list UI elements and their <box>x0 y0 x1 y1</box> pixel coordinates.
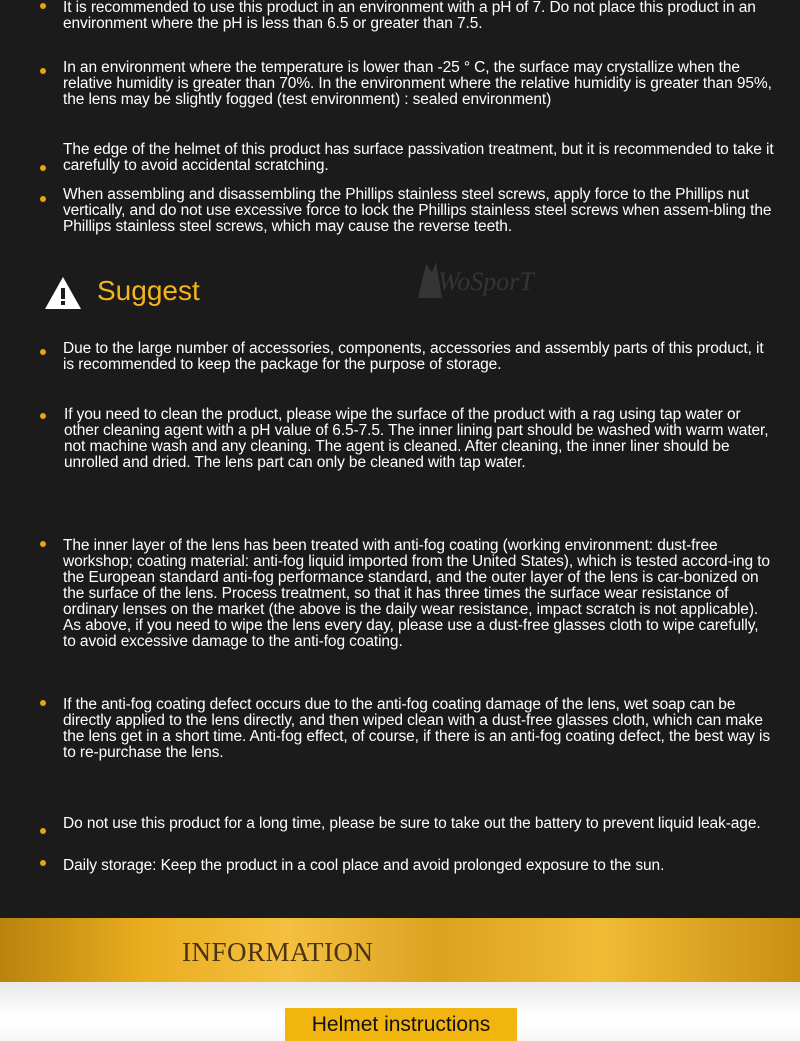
warning-triangle-icon <box>44 276 82 310</box>
suggest-item: The inner layer of the lens has been treated with anti-fog coating (working environment: dust-free workshop; coating material: anti-fog liquid imported from the United States), which is tested accord-ing to the European standard anti-fog performance standard, and the outer layer of the lens is car-bonized on the surface of the lens. Process treatment, so that it has three times the surface wear resistance of ordinary lenses on the market (the above is the daily wear resistance, impact scratch is not applicable). As above, if you need to wipe the lens every day, please use a dust-free glasses cloth to wipe carefully, to avoid excessive damage to the anti-fog coating. <box>63 537 770 650</box>
suggest-item: Daily storage: Keep the product in a cool place and avoid prolonged exposure to the sun. <box>63 857 665 874</box>
svg-text:WoSporT: WoSporT <box>438 267 534 296</box>
bullet-icon <box>40 700 46 706</box>
information-title: INFORMATION <box>182 937 374 967</box>
precaution-item: The edge of the helmet of this product has surface passivation treatment, but it is recommended to take it carefully to avoid accidental scratching. <box>63 141 774 174</box>
precaution-item: In an environment where the temperature is lower than -25 ° C, the surface may crystallize when the relative humidity is greater than 70%. In the environment where the relative humidity is greater than 95%, the lens may be slightly fogged (test environment) : sealed environment) <box>63 59 772 108</box>
bullet-icon <box>40 68 46 74</box>
precaution-item: When assembling and disassembling the Phillips stainless steel screws, apply force to the Phillips nut vertically, and do not use excessive force to lock the Phillips stainless steel screws when assem-bling the Phillips stainless steel screws, which may cause the reverse teeth. <box>63 186 772 235</box>
bullet-icon <box>40 165 46 171</box>
suggest-item: If the anti-fog coating defect occurs due to the anti-fog coating damage of the lens, wet soap can be directly applied to the lens directly, and then wiped clean with a dust-free glasses cloth, which can make the lens get in a short time. Anti-fog effect, of course, if there is an anti-fog coating defect, the best way is to re-purchase the lens. <box>63 696 770 761</box>
bullet-icon <box>40 3 46 9</box>
bullet-icon <box>40 828 46 834</box>
bullet-icon <box>40 349 46 355</box>
precaution-item: It is recommended to use this product in an environment with a pH of 7. Do not place this product in an environment where the pH is less than 6.5 or greater than 7.5. <box>63 0 756 32</box>
wosport-watermark-logo <box>412 258 592 302</box>
suggest-item: If you need to clean the product, please wipe the surface of the product with a rag using tap water or other cleaning agent with a pH value of 6.5-7.5. The inner lining part should be washed with warm water, not machine wash and any cleaning. The agent is cleaned. After cleaning, the inner liner should be unrolled and dried. The lens part can only be cleaned with tap water. <box>64 406 769 471</box>
bullet-icon <box>40 413 46 419</box>
bullet-icon <box>40 196 46 202</box>
information-banner <box>0 918 800 982</box>
helmet-instructions-label: Helmet instructions <box>285 1008 517 1041</box>
bullet-icon <box>40 860 46 866</box>
bullet-icon <box>40 541 46 547</box>
suggest-item: Do not use this product for a long time, please be sure to take out the battery to prevent liquid leak-age. <box>63 815 761 832</box>
suggest-title: Suggest <box>97 275 200 306</box>
suggest-item: Due to the large number of accessories, components, accessories and assembly parts of this product, it is recommended to keep the package for the purpose of storage. <box>63 340 764 373</box>
